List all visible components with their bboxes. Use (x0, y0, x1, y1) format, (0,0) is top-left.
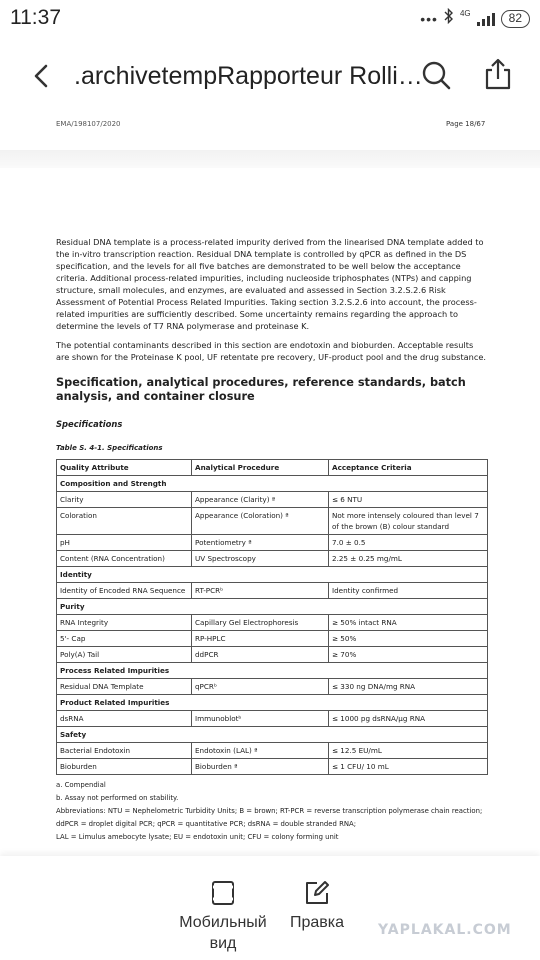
cell-acceptance-criteria: ≤ 330 ng DNA/mg RNA (329, 679, 488, 695)
table-group-row (57, 727, 488, 743)
section-heading: Specification, analytical procedures, reference standards, batch analysis, and container closure (56, 376, 466, 403)
cell-acceptance-criteria: ≥ 50% intact RNA (329, 615, 488, 631)
table-row (57, 647, 488, 663)
paragraph-contaminants: The potential contaminants described in this section are endotoxin and bioburden. Acceptable results are shown for the Proteinase K pool, UF retentate pre recovery, UF-product pool and the drug substance. (56, 340, 486, 362)
cell-quality-attribute: Residual DNA Template (57, 679, 192, 695)
document-reference: EMA/198107/2020 (56, 120, 121, 128)
note-abbreviations: Abbreviations: NTU = Nephelometric Turbidity Units; B = brown; RT-PCR = reverse transcription polymerase chain reaction; ddPCR = droplet digital PCR; qPCR = quantitative PCR; dsRNA = double stranded RNA; (56, 807, 483, 828)
header-analytical-procedure: Analytical Procedure (192, 460, 329, 476)
cell-quality-attribute: dsRNA (57, 711, 192, 727)
table-group-title: Identity (57, 567, 488, 583)
cell-acceptance-criteria: 2.25 ± 0.25 mg/mL (329, 551, 488, 567)
table-group-row (57, 695, 488, 711)
cell-quality-attribute: Bacterial Endotoxin (57, 743, 192, 759)
cell-acceptance-criteria: Identity confirmed (329, 583, 488, 599)
specifications-table (56, 459, 488, 775)
cell-acceptance-criteria: ≤ 6 NTU (329, 492, 488, 508)
share-icon (482, 54, 514, 94)
table-group-title: Composition and Strength (57, 476, 488, 492)
search-button[interactable] (420, 58, 454, 94)
table-group-row (57, 663, 488, 679)
page-separator (0, 150, 540, 168)
table-group-row (57, 567, 488, 583)
status-time: 11:37 (10, 6, 61, 29)
cell-analytical-procedure: qPCRᵇ (192, 679, 329, 695)
cell-analytical-procedure: ddPCR (192, 647, 329, 663)
edit-label: Правка (289, 914, 345, 931)
page-number: Page 18/67 (446, 120, 486, 128)
cell-analytical-procedure: RT-PCRᵇ (192, 583, 329, 599)
cell-quality-attribute: Clarity (57, 492, 192, 508)
cell-quality-attribute: Bioburden (57, 759, 192, 775)
cell-analytical-procedure: RP-HPLC (192, 631, 329, 647)
header-quality-attribute: Quality Attribute (57, 460, 192, 476)
status-bar (0, 0, 540, 36)
table-group-row (57, 599, 488, 615)
cell-quality-attribute: pH (57, 535, 192, 551)
table-row (57, 759, 488, 775)
note-stability: b. Assay not performed on stability. (56, 794, 179, 802)
document-title: .archivetempRapporteur Rolli… (74, 62, 423, 90)
back-arrow-icon (28, 56, 60, 96)
table-row (57, 551, 488, 567)
cell-acceptance-criteria: ≤ 1000 pg dsRNA/μg RNA (329, 711, 488, 727)
cell-quality-attribute: Poly(A) Tail (57, 647, 192, 663)
cell-quality-attribute: Coloration (57, 508, 192, 535)
status-icons (420, 8, 530, 29)
cell-acceptance-criteria: ≥ 70% (329, 647, 488, 663)
cell-analytical-procedure: Bioburden ª (192, 759, 329, 775)
share-button[interactable] (482, 54, 514, 94)
paragraph-residual-dna: Residual DNA template is a process-related impurity derived from the linearised DNA template added to the in-vitro transcription reaction. Residual DNA template is controlled by qPCR as defined in the DS specification, and the levels for all five batches are demonstrated to be well below the acceptance criteria. Additional process-related impurities, including nucleoside triphosphates (NTPs) and capping structure, small molecules, and enzymes, are evaluated and assessed in Section 3.2.S.2.6 Risk Assessment of Potential Process Related Impurities. Taking section 3.2.S.2.6 into account, the process-related impurities are sufficiently described. Some uncertainty remains regarding the approach to determine the levels of T7 RNA polymerase and proteinase K. (56, 237, 484, 331)
cell-analytical-procedure: Endotoxin (LAL) ª (192, 743, 329, 759)
table-row (57, 492, 488, 508)
mobile-view-label: Мобильный вид (179, 914, 267, 952)
specifications-subheading: Specifications (56, 419, 123, 429)
table-row (57, 508, 488, 535)
cell-quality-attribute: Content (RNA Concentration) (57, 551, 192, 567)
cell-acceptance-criteria: ≤ 12.5 EU/mL (329, 743, 488, 759)
search-icon (420, 58, 454, 94)
cell-analytical-procedure: Appearance (Clarity) ª (192, 492, 329, 508)
bluetooth-icon (444, 8, 454, 29)
cell-quality-attribute: RNA Integrity (57, 615, 192, 631)
cell-analytical-procedure: Appearance (Coloration) ª (192, 508, 329, 535)
signal-icon (477, 12, 495, 26)
app-header (0, 36, 540, 118)
cell-analytical-procedure: Capillary Gel Electrophoresis (192, 615, 329, 631)
cell-acceptance-criteria: Not more intensely coloured than level 7 of the brown (B) colour standard (329, 508, 488, 535)
table-row (57, 631, 488, 647)
note-abbreviations-cont: LAL = Limulus amebocyte lysate; EU = endotoxin unit; CFU = colony forming unit (56, 833, 339, 841)
edit-button[interactable] (278, 880, 356, 933)
cell-acceptance-criteria: ≥ 50% (329, 631, 488, 647)
table-row (57, 711, 488, 727)
table-group-title: Purity (57, 599, 488, 615)
cell-quality-attribute: 5'- Cap (57, 631, 192, 647)
watermark-logo: YAPLAKAL.COM (378, 922, 512, 938)
table-group-title: Product Related Impurities (57, 695, 488, 711)
back-button[interactable] (28, 56, 60, 96)
cell-quality-attribute: Identity of Encoded RNA Sequence (57, 583, 192, 599)
table-group-row (57, 476, 488, 492)
notification-dots: ••• (420, 10, 438, 27)
table-row (57, 535, 488, 551)
table-row (57, 743, 488, 759)
cell-acceptance-criteria: ≤ 1 CFU/ 10 mL (329, 759, 488, 775)
edit-icon (304, 880, 330, 906)
table-caption: Table S. 4-1. Specifications (56, 444, 163, 452)
table-row (57, 583, 488, 599)
cell-analytical-procedure: Potentiometry ª (192, 535, 329, 551)
table-notes (56, 779, 488, 844)
cell-analytical-procedure: Immunoblotᵇ (192, 711, 329, 727)
header-acceptance-criteria: Acceptance Criteria (329, 460, 488, 476)
table-group-title: Process Related Impurities (57, 663, 488, 679)
network-type: 4G (459, 8, 471, 18)
mobile-view-button[interactable] (170, 880, 276, 954)
table-body (57, 476, 488, 775)
cell-acceptance-criteria: 7.0 ± 0.5 (329, 535, 488, 551)
table-row (57, 679, 488, 695)
table-group-title: Safety (57, 727, 488, 743)
note-compendial: a. Compendial (56, 781, 106, 789)
document-content (56, 236, 488, 844)
table-header-row (57, 460, 488, 476)
table-row (57, 615, 488, 631)
mobile-view-icon (211, 880, 235, 906)
cell-analytical-procedure: UV Spectroscopy (192, 551, 329, 567)
battery-indicator: 82 (501, 10, 530, 28)
